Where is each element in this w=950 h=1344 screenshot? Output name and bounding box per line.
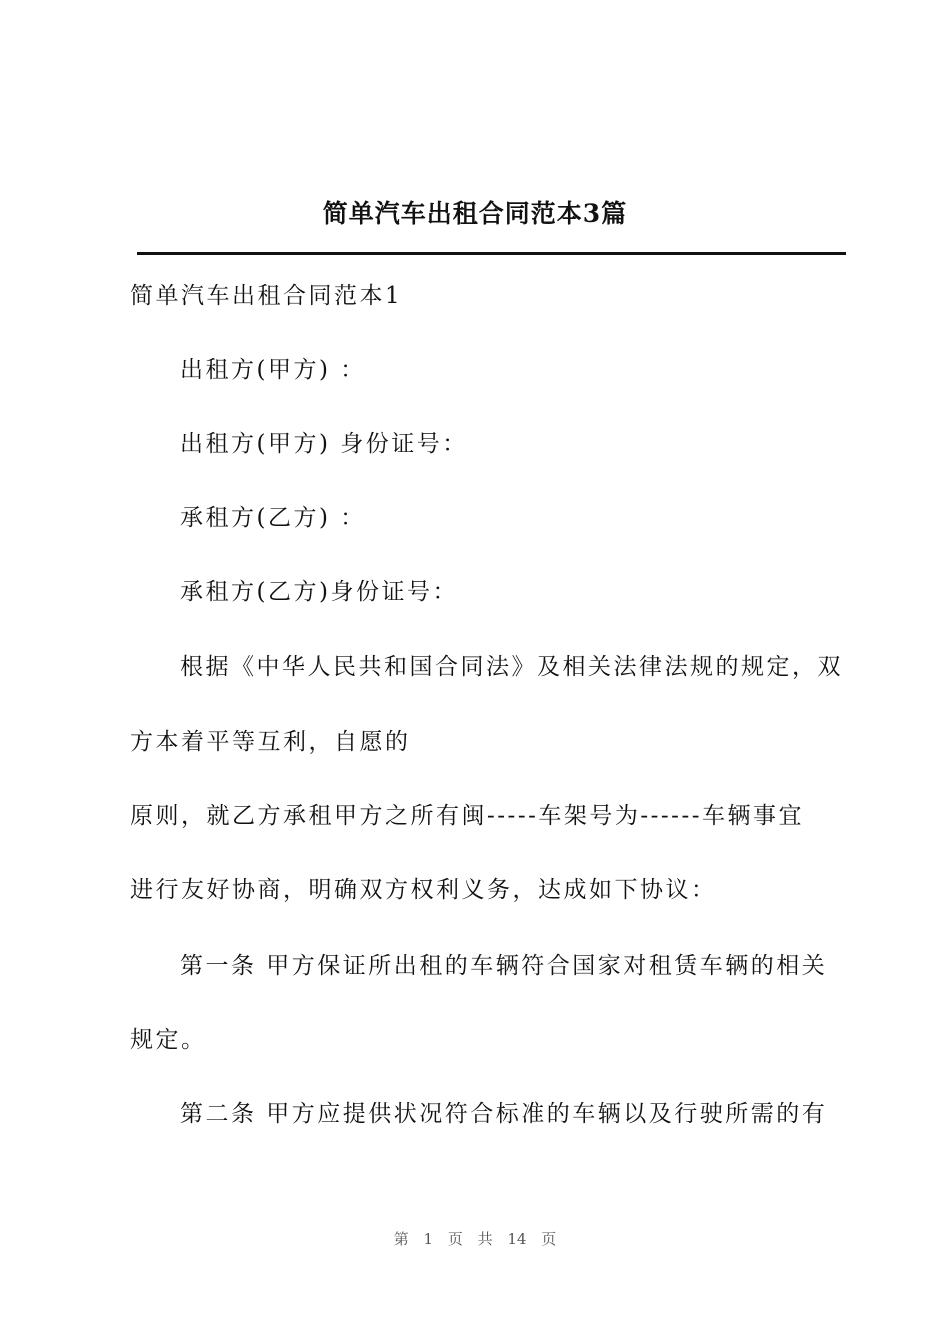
page-footer: 第 1 页 共 14 页 [393,1230,557,1248]
lessor-id-line: 出租方(甲方) 身份证号： [180,431,468,457]
section-heading: 简单汽车出租合同范本1 [130,283,403,309]
title-divider [137,252,846,255]
lessee-line: 承租方(乙方) ： [180,505,366,531]
document-title: 简单汽车出租合同范本3篇 [322,199,628,228]
paragraph-line: 根据《中华人民共和国合同法》及相关法律法规的规定，双 [180,654,843,680]
paragraph-line: 方本着平等互利，自愿的 [130,729,411,755]
lessor-line: 出租方(甲方) ： [180,357,366,383]
paragraph-line: 进行友好协商，明确双方权利义务，达成如下协议： [130,877,717,903]
article-one-line: 规定。 [130,1027,207,1053]
article-two-line: 第二条 甲方应提供状况符合标准的车辆以及行驶所需的有 [180,1101,828,1127]
lessee-id-line: 承租方(乙方)身份证号： [180,579,458,605]
article-one-line: 第一条 甲方保证所出租的车辆符合国家对租赁车辆的相关 [180,953,828,979]
paragraph-line: 原则，就乙方承租甲方之所有闽-----车架号为------车辆事宜 [130,803,804,829]
